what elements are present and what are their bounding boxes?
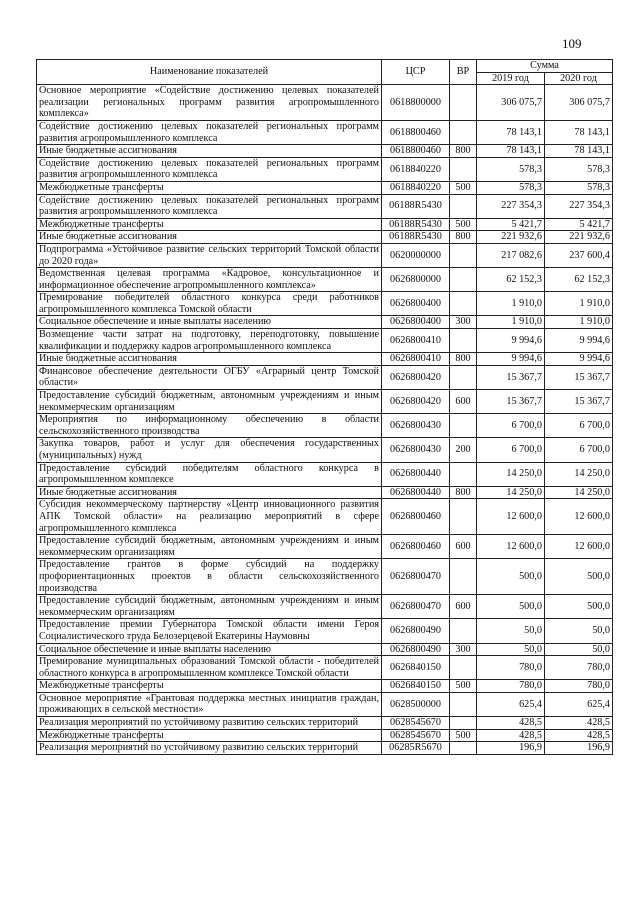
row-name: Предоставление премии Губернатора Томской области имени Героя Социалистического труда Белозерцевой Екатерины Наумовны [37,619,382,643]
table-row [37,194,613,218]
row-vr [450,365,477,389]
row-sum-2020: 5 421,7 [545,218,613,231]
row-sum-2020: 9 994,6 [545,329,613,353]
row-sum-2019: 306 075,7 [477,85,545,121]
table-row [37,243,613,267]
table-row [37,486,613,499]
table-row [37,595,613,619]
row-name: Содействие достижению целевых показателей региональных программ развития агропромышленного комплекса [37,157,382,181]
row-name: Иные бюджетные ассигнования [37,231,382,244]
row-vr [450,656,477,680]
row-name: Реализация мероприятий по устойчивому развитию сельских территорий [37,717,382,730]
row-csr: 0626800490 [382,643,450,656]
row-sum-2020: 500,0 [545,595,613,619]
row-vr: 600 [450,390,477,414]
table-row [37,559,613,595]
row-sum-2020: 50,0 [545,619,613,643]
row-vr: 500 [450,680,477,693]
row-sum-2019: 5 421,7 [477,218,545,231]
table-row [37,729,613,742]
row-vr [450,499,477,535]
row-csr: 0618800000 [382,85,450,121]
table-row [37,414,613,438]
row-vr: 500 [450,729,477,742]
row-vr [450,329,477,353]
row-vr: 600 [450,595,477,619]
row-name: Мероприятия по информационному обеспечению в области сельскохозяйственного производства [37,414,382,438]
row-csr: 0626800400 [382,292,450,316]
table-row [37,643,613,656]
row-vr [450,292,477,316]
header-csr: ЦСР [382,60,450,85]
row-sum-2019: 227 354,3 [477,194,545,218]
table-row [37,218,613,231]
row-csr: 0620000000 [382,243,450,267]
row-vr [450,120,477,144]
table-row [37,499,613,535]
row-csr: 06188R5430 [382,218,450,231]
row-sum-2020: 14 250,0 [545,486,613,499]
row-vr: 200 [450,438,477,462]
row-sum-2019: 14 250,0 [477,462,545,486]
row-vr [450,85,477,121]
row-sum-2020: 196,9 [545,742,613,755]
row-sum-2019: 78 143,1 [477,120,545,144]
row-vr [450,559,477,595]
row-name: Закупка товаров, работ и услуг для обеспечения государственных (муниципальных) нужд [37,438,382,462]
row-vr: 800 [450,145,477,158]
row-sum-2019: 6 700,0 [477,414,545,438]
row-sum-2019: 780,0 [477,656,545,680]
row-sum-2019: 578,3 [477,157,545,181]
row-sum-2019: 428,5 [477,729,545,742]
table-row [37,268,613,292]
row-name: Подпрограмма «Устойчивое развитие сельских территорий Томской области до 2020 года» [37,243,382,267]
row-sum-2020: 15 367,7 [545,390,613,414]
row-name: Финансовое обеспечение деятельности ОГБУ «Аграрный центр Томской области» [37,365,382,389]
table-row [37,390,613,414]
row-csr: 0628500000 [382,692,450,716]
row-vr: 800 [450,486,477,499]
row-csr: 0626800490 [382,619,450,643]
row-sum-2019: 1 910,0 [477,316,545,329]
table-row [37,462,613,486]
row-csr: 06188R5430 [382,194,450,218]
row-csr: 0618800460 [382,120,450,144]
row-name: Социальное обеспечение и иные выплаты населению [37,643,382,656]
row-csr: 0626800440 [382,462,450,486]
row-sum-2020: 14 250,0 [545,462,613,486]
row-vr: 500 [450,218,477,231]
row-sum-2020: 78 143,1 [545,120,613,144]
row-name: Содействие достижению целевых показателей региональных программ развития агропромышленного комплекса [37,194,382,218]
row-vr [450,462,477,486]
row-name: Содействие достижению целевых показателей региональных программ развития агропромышленного комплекса [37,120,382,144]
row-vr [450,692,477,716]
table-row [37,329,613,353]
table-row [37,742,613,755]
row-name: Ведомственная целевая программа «Кадровое, консультационное и информационное обеспечение агропромышленного комплекса» [37,268,382,292]
row-csr: 0618840220 [382,157,450,181]
row-name: Основное мероприятие «Содействие достижению целевых показателей реализации региональных программ развития агропромышленного комплекса» [37,85,382,121]
table-row [37,316,613,329]
row-csr: 0628545670 [382,717,450,730]
row-csr: 0626800470 [382,559,450,595]
header-year-2020: 2020 год [545,72,613,85]
row-sum-2020: 780,0 [545,656,613,680]
table-row [37,353,613,366]
row-sum-2019: 15 367,7 [477,390,545,414]
row-sum-2019: 9 994,6 [477,353,545,366]
row-sum-2020: 428,5 [545,717,613,730]
page-number: 109 [562,36,582,51]
row-sum-2020: 500,0 [545,559,613,595]
row-csr: 0626800420 [382,365,450,389]
row-vr: 500 [450,181,477,194]
table-row [37,85,613,121]
row-csr: 0626800440 [382,486,450,499]
row-sum-2019: 500,0 [477,595,545,619]
row-name: Иные бюджетные ассигнования [37,353,382,366]
row-sum-2019: 78 143,1 [477,145,545,158]
row-sum-2020: 221 932,6 [545,231,613,244]
table-header [37,60,613,85]
row-sum-2019: 62 152,3 [477,268,545,292]
table-row [37,365,613,389]
row-sum-2020: 428,5 [545,729,613,742]
row-sum-2020: 50,0 [545,643,613,656]
row-sum-2019: 578,3 [477,181,545,194]
row-csr: 0626800430 [382,414,450,438]
row-csr: 06188R5430 [382,231,450,244]
row-sum-2020: 227 354,3 [545,194,613,218]
row-vr: 300 [450,643,477,656]
row-name: Межбюджетные трансферты [37,218,382,231]
row-name: Межбюджетные трансферты [37,729,382,742]
row-name: Межбюджетные трансферты [37,181,382,194]
row-sum-2019: 50,0 [477,619,545,643]
row-vr [450,414,477,438]
row-csr: 0626800400 [382,316,450,329]
row-vr [450,619,477,643]
row-sum-2019: 780,0 [477,680,545,693]
row-csr: 0626840150 [382,656,450,680]
header-sum: Сумма [477,60,613,73]
row-vr [450,157,477,181]
row-csr: 0626800460 [382,499,450,535]
row-name: Реализация мероприятий по устойчивому развитию сельских территорий [37,742,382,755]
row-vr: 600 [450,535,477,559]
row-sum-2020: 1 910,0 [545,316,613,329]
row-name: Возмещение части затрат на подготовку, переподготовку, повышение квалификации и поддержку кадров агропромышленного комплекса [37,329,382,353]
row-name: Предоставление субсидий бюджетным, автономным учреждениям и иным некоммерческим организациям [37,390,382,414]
row-sum-2020: 15 367,7 [545,365,613,389]
table-row [37,438,613,462]
table-row [37,181,613,194]
table-row [37,717,613,730]
row-csr: 06285R5670 [382,742,450,755]
row-csr: 0626800430 [382,438,450,462]
table-body [37,85,613,755]
row-sum-2020: 62 152,3 [545,268,613,292]
row-name: Премирование муниципальных образований Томской области - победителей областного конкурса в агропромышленном комплексе Томской области [37,656,382,680]
table-row [37,292,613,316]
row-sum-2020: 1 910,0 [545,292,613,316]
row-vr: 800 [450,353,477,366]
row-sum-2019: 196,9 [477,742,545,755]
row-sum-2019: 428,5 [477,717,545,730]
row-vr [450,194,477,218]
row-sum-2020: 78 143,1 [545,145,613,158]
table-row [37,692,613,716]
row-csr: 0626840150 [382,680,450,693]
row-name: Иные бюджетные ассигнования [37,486,382,499]
row-csr: 0628545670 [382,729,450,742]
row-name: Основное мероприятие «Грантовая поддержка местных инициатив граждан, проживающих в сельской местности» [37,692,382,716]
row-name: Предоставление грантов в форме субсидий на поддержку профориентационных проектов в области сельскохозяйственного производства [37,559,382,595]
budget-table [36,59,613,755]
row-name: Субсидия некоммерческому партнерству «Центр инновационного развития АПК Томской области» на реализацию мероприятий в сфере агропромышленного комплекса [37,499,382,535]
row-csr: 0626800000 [382,268,450,292]
row-name: Социальное обеспечение и иные выплаты населению [37,316,382,329]
row-csr: 0626800460 [382,535,450,559]
row-vr [450,742,477,755]
row-csr: 0626800410 [382,329,450,353]
row-name: Предоставление субсидий победителям областного конкурса в агропромышленном комплексе [37,462,382,486]
row-sum-2020: 780,0 [545,680,613,693]
table-row [37,535,613,559]
header-name: Наименование показателей [37,60,382,85]
table-row [37,120,613,144]
table-row [37,656,613,680]
row-sum-2020: 6 700,0 [545,438,613,462]
row-sum-2020: 237 600,4 [545,243,613,267]
row-sum-2019: 625,4 [477,692,545,716]
row-sum-2020: 12 600,0 [545,535,613,559]
table-row [37,680,613,693]
header-vr: ВР [450,60,477,85]
row-name: Предоставление субсидий бюджетным, автономным учреждениям и иным некоммерческим организациям [37,595,382,619]
row-sum-2019: 500,0 [477,559,545,595]
row-sum-2019: 1 910,0 [477,292,545,316]
row-name: Иные бюджетные ассигнования [37,145,382,158]
row-csr: 0626800470 [382,595,450,619]
row-csr: 0626800410 [382,353,450,366]
row-sum-2020: 625,4 [545,692,613,716]
row-sum-2020: 9 994,6 [545,353,613,366]
row-vr [450,268,477,292]
row-sum-2019: 12 600,0 [477,499,545,535]
row-sum-2020: 306 075,7 [545,85,613,121]
header-year-2019: 2019 год [477,72,545,85]
row-name: Межбюджетные трансферты [37,680,382,693]
row-sum-2019: 14 250,0 [477,486,545,499]
row-vr [450,717,477,730]
row-sum-2020: 6 700,0 [545,414,613,438]
table-row [37,145,613,158]
row-sum-2019: 12 600,0 [477,535,545,559]
row-csr: 0618840220 [382,181,450,194]
row-sum-2019: 15 367,7 [477,365,545,389]
row-csr: 0626800420 [382,390,450,414]
row-sum-2019: 221 932,6 [477,231,545,244]
row-sum-2020: 12 600,0 [545,499,613,535]
row-sum-2019: 217 082,6 [477,243,545,267]
row-sum-2020: 578,3 [545,181,613,194]
row-sum-2019: 50,0 [477,643,545,656]
row-name: Предоставление субсидий бюджетным, автономным учреждениям и иным некоммерческим организациям [37,535,382,559]
row-vr: 300 [450,316,477,329]
row-name: Премирование победителей областного конкурса среди работников агропромышленного комплекса Томской области [37,292,382,316]
row-csr: 0618800460 [382,145,450,158]
row-vr [450,243,477,267]
row-sum-2020: 578,3 [545,157,613,181]
row-sum-2019: 6 700,0 [477,438,545,462]
row-vr: 800 [450,231,477,244]
table-row [37,157,613,181]
table-row [37,231,613,244]
table-row [37,619,613,643]
row-sum-2019: 9 994,6 [477,329,545,353]
